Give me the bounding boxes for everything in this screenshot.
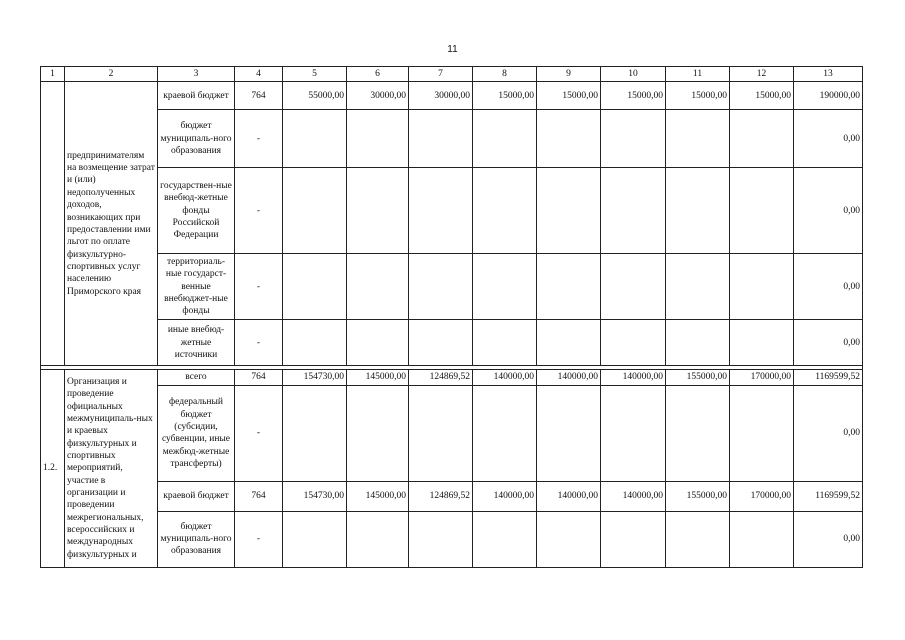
header-cell: 6 [347, 67, 409, 82]
year-value [730, 110, 794, 168]
year-value: 155000,00 [666, 481, 730, 511]
year-value [347, 254, 409, 320]
budget-code: - [235, 110, 283, 168]
table-row [41, 511, 863, 567]
year-value [473, 168, 537, 254]
year-value [730, 511, 794, 567]
header-cell: 9 [537, 67, 601, 82]
year-value: 15000,00 [537, 82, 601, 110]
year-value: 30000,00 [347, 82, 409, 110]
budget-code: - [235, 385, 283, 481]
year-value: 170000,00 [730, 481, 794, 511]
header-cell: 8 [473, 67, 537, 82]
table-row [41, 110, 863, 168]
table-row [41, 320, 863, 366]
header-cell: 3 [158, 67, 235, 82]
year-value [730, 254, 794, 320]
year-value: 155000,00 [666, 370, 730, 385]
year-value [537, 168, 601, 254]
funding-source: бюджет муниципаль-ного образования [158, 110, 235, 168]
total-value: 0,00 [794, 385, 863, 481]
item-description: предпринимателям на возмещение затрат и (или) недополученных доходов, возникающих при предоставлении ими льгот по оплате физкультурно-спортивных услуг населению Приморского края [65, 82, 158, 366]
year-value: 140000,00 [473, 370, 537, 385]
year-value [409, 385, 473, 481]
year-value [730, 385, 794, 481]
year-value: 154730,00 [283, 370, 347, 385]
total-value: 0,00 [794, 511, 863, 567]
year-value [537, 385, 601, 481]
year-value: 124869,52 [409, 481, 473, 511]
total-value: 190000,00 [794, 82, 863, 110]
year-value [601, 385, 666, 481]
year-value: 55000,00 [283, 82, 347, 110]
funding-source: территориаль-ные государст-венные внебюджет-ные фонды [158, 254, 235, 320]
funding-source: федеральный бюджет (субсидии, субвенции, иные межбюд-жетные трансферты) [158, 385, 235, 481]
year-value [666, 385, 730, 481]
table-row [41, 168, 863, 254]
year-value [601, 110, 666, 168]
year-value [283, 320, 347, 366]
year-value [347, 320, 409, 366]
funding-source: краевой бюджет [158, 481, 235, 511]
year-value: 15000,00 [666, 82, 730, 110]
item-number [41, 82, 65, 366]
year-value [601, 168, 666, 254]
header-row [41, 67, 863, 82]
budget-code: - [235, 511, 283, 567]
year-value [537, 320, 601, 366]
year-value: 15000,00 [730, 82, 794, 110]
total-value: 0,00 [794, 168, 863, 254]
year-value [666, 168, 730, 254]
budget-code: 764 [235, 481, 283, 511]
total-value: 1169599,52 [794, 370, 863, 385]
year-value [473, 511, 537, 567]
funding-source: иные внебюд-жетные источники [158, 320, 235, 366]
year-value: 140000,00 [537, 481, 601, 511]
year-value [409, 110, 473, 168]
header-cell: 1 [41, 67, 65, 82]
year-value [473, 110, 537, 168]
year-value [537, 511, 601, 567]
budget-code: 764 [235, 82, 283, 110]
year-value [666, 254, 730, 320]
year-value [666, 320, 730, 366]
year-value: 154730,00 [283, 481, 347, 511]
year-value: 140000,00 [473, 481, 537, 511]
item-description: Организация и проведение официальных межмуниципаль-ных и краевых физкультурных и спортивных мероприятий, участие в организации и проведении межрегиональных, всероссийских и международных физкультурных и [65, 370, 158, 567]
funding-source: краевой бюджет [158, 82, 235, 110]
year-value [409, 320, 473, 366]
budget-code: 764 [235, 370, 283, 385]
table-row [41, 481, 863, 511]
funding-source: всего [158, 370, 235, 385]
budget-code: - [235, 254, 283, 320]
year-value: 140000,00 [601, 481, 666, 511]
year-value [409, 168, 473, 254]
year-value: 140000,00 [601, 370, 666, 385]
total-value: 0,00 [794, 320, 863, 366]
year-value: 124869,52 [409, 370, 473, 385]
year-value [347, 168, 409, 254]
year-value [473, 385, 537, 481]
year-value [283, 385, 347, 481]
year-value [601, 320, 666, 366]
year-value [601, 254, 666, 320]
header-cell: 5 [283, 67, 347, 82]
header-cell: 13 [794, 67, 863, 82]
year-value: 145000,00 [347, 481, 409, 511]
total-value: 0,00 [794, 110, 863, 168]
year-value [347, 385, 409, 481]
total-value: 1169599,52 [794, 481, 863, 511]
budget-table [40, 66, 863, 568]
header-cell: 7 [409, 67, 473, 82]
header-cell: 11 [666, 67, 730, 82]
table-row [41, 82, 863, 110]
year-value: 15000,00 [601, 82, 666, 110]
header-cell: 4 [235, 67, 283, 82]
year-value [283, 110, 347, 168]
budget-code: - [235, 320, 283, 366]
year-value: 140000,00 [537, 370, 601, 385]
header-cell: 10 [601, 67, 666, 82]
year-value [666, 110, 730, 168]
header-cell: 12 [730, 67, 794, 82]
year-value [283, 511, 347, 567]
year-value [283, 168, 347, 254]
year-value [666, 511, 730, 567]
table-row [41, 385, 863, 481]
year-value [409, 254, 473, 320]
year-value [473, 320, 537, 366]
year-value: 15000,00 [473, 82, 537, 110]
year-value [537, 110, 601, 168]
year-value [409, 511, 473, 567]
year-value [473, 254, 537, 320]
header-cell: 2 [65, 67, 158, 82]
year-value [730, 168, 794, 254]
funding-source: бюджет муниципаль-ного образования [158, 511, 235, 567]
year-value [347, 110, 409, 168]
year-value: 145000,00 [347, 370, 409, 385]
year-value [347, 511, 409, 567]
year-value: 30000,00 [409, 82, 473, 110]
funding-source: государствен-ные внебюд-жетные фонды Российской Федерации [158, 168, 235, 254]
year-value: 170000,00 [730, 370, 794, 385]
budget-code: - [235, 168, 283, 254]
table-row [41, 254, 863, 320]
item-number: 1.2. [41, 370, 65, 567]
table-row [41, 370, 863, 385]
year-value [730, 320, 794, 366]
year-value [283, 254, 347, 320]
page-number: 11 [447, 44, 458, 55]
total-value: 0,00 [794, 254, 863, 320]
year-value [537, 254, 601, 320]
year-value [601, 511, 666, 567]
